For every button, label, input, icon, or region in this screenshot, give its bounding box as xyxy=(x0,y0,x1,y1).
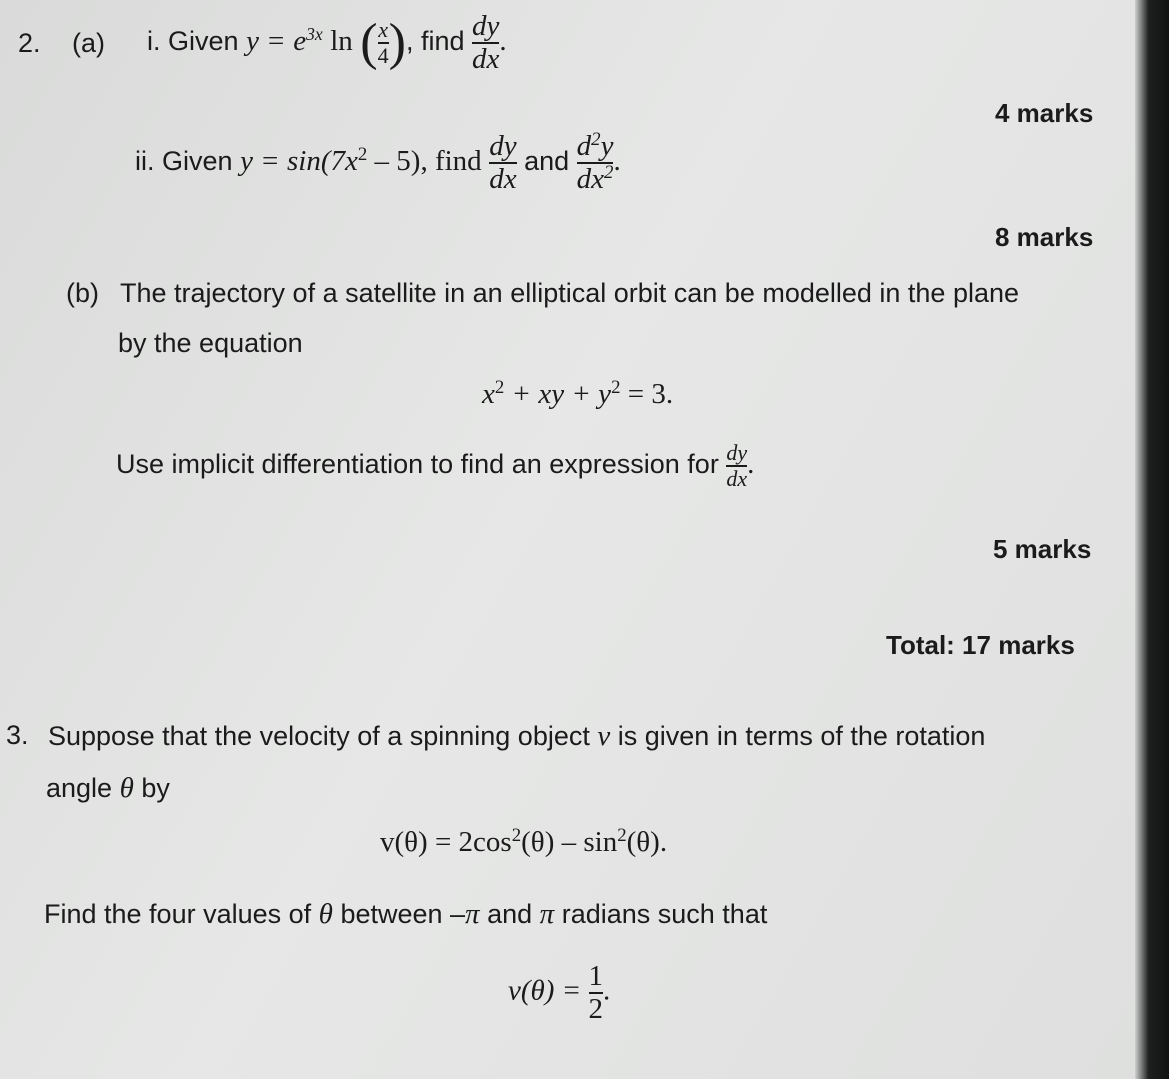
q2-a-ii-marks: 8 marks xyxy=(995,222,1094,252)
eq-x: x xyxy=(482,378,495,410)
part-b-text-line-2: by the equation xyxy=(118,328,303,358)
part-b-instruction xyxy=(116,442,754,490)
period: . xyxy=(603,974,611,1007)
theta-symbol: θ xyxy=(119,772,134,804)
eq-sup: 2 xyxy=(511,824,522,846)
derivative-denominator: dx xyxy=(726,466,748,491)
paren-right: ) xyxy=(388,14,406,71)
ellipse-equation xyxy=(482,376,674,410)
order-superscript: 2 xyxy=(591,128,601,150)
q3-text-b: is given in terms of the rotation xyxy=(617,721,986,751)
q2-a-ii-second-derivative xyxy=(576,128,614,195)
derivative-denominator: dx xyxy=(489,163,517,195)
and-word: and xyxy=(487,899,533,929)
derivative-numerator: dy xyxy=(726,440,748,465)
part-b-derivative xyxy=(726,442,747,490)
part-b-text-line-1: The trajectory of a satellite in an elliptical orbit can be modelled in the plane xyxy=(120,278,1020,308)
q3-text-line-1 xyxy=(48,722,985,751)
eq-part-b: (θ) – sin xyxy=(521,826,618,858)
between-text: between – xyxy=(340,899,466,929)
eq-sup: 2 xyxy=(617,824,627,846)
angle-word: angle xyxy=(46,773,113,803)
fraction-denominator: 2 xyxy=(588,993,604,1025)
q2-a-ii-square: 2 xyxy=(357,143,368,165)
q3-text-a: Suppose that the velocity of a spinning object xyxy=(48,721,590,751)
eq-end: = 3. xyxy=(620,378,674,410)
q2-a-i-marks: 4 marks xyxy=(995,98,1094,128)
q2-a-i-find: , find xyxy=(405,26,465,57)
theta-symbol: θ xyxy=(318,898,333,930)
q2-a-i-exponent: 3x xyxy=(306,24,323,45)
period: . xyxy=(499,25,507,58)
d-symbol: d xyxy=(576,130,592,162)
velocity-equation xyxy=(380,824,668,858)
part-b-label: (b) xyxy=(66,278,99,308)
order-superscript: 2 xyxy=(604,161,614,183)
and-word: and xyxy=(524,146,570,177)
q2-a-ii-expression: y = sin(7x xyxy=(240,145,358,178)
page-edge-shadow xyxy=(1135,0,1169,1079)
question-2-number: 2. xyxy=(18,28,41,58)
by-word: by xyxy=(141,773,170,803)
paren-left: ( xyxy=(360,14,378,71)
part-a-label: (a) xyxy=(72,28,105,58)
eq-sup: 2 xyxy=(494,376,505,398)
eq-part-c: (θ). xyxy=(626,826,668,858)
q2-a-ii-expression-end: – 5), find xyxy=(367,145,482,178)
q2-a-i-ln: ln xyxy=(330,25,353,58)
condition-lhs: v(θ) = xyxy=(508,974,582,1007)
eq-sup: 2 xyxy=(611,376,621,398)
q2-a-ii-label: ii. Given xyxy=(135,146,233,177)
question-3-number: 3. xyxy=(6,720,29,750)
derivative-denominator: dx xyxy=(472,43,500,75)
q3-text-line-2 xyxy=(46,774,170,803)
radians-text: radians such that xyxy=(561,899,768,929)
derivative-numerator: dy xyxy=(489,130,517,162)
q2-total-marks: Total: 17 marks xyxy=(886,630,1075,660)
period: . xyxy=(613,145,621,178)
fraction-denominator: 4 xyxy=(377,43,389,68)
q2-a-i-derivative xyxy=(472,12,499,74)
fraction-numerator: x xyxy=(378,17,388,42)
pi-symbol: π xyxy=(465,898,480,930)
q2-a-ii-statement xyxy=(135,128,621,195)
q2-a-i-label: i. Given xyxy=(147,26,239,57)
q2-a-i-statement xyxy=(147,12,507,74)
q2-a-ii-first-derivative xyxy=(489,132,516,194)
one-half-fraction xyxy=(589,962,604,1024)
dx-symbol: dx xyxy=(576,163,605,195)
eq-part-a: v(θ) = 2cos xyxy=(380,826,512,858)
find-text: Find the four values of xyxy=(44,899,312,929)
q2-a-i-fraction xyxy=(378,19,389,67)
fraction-numerator: 1 xyxy=(588,960,604,992)
q3-find-line xyxy=(44,900,767,929)
part-b-marks: 5 marks xyxy=(993,534,1092,564)
y-symbol: y xyxy=(600,130,614,162)
q2-a-i-base: e xyxy=(293,25,307,58)
pi-symbol: π xyxy=(539,898,555,930)
eq-middle: + xy + y xyxy=(504,378,612,410)
q2-a-i-lhs: y = xyxy=(246,25,286,58)
period: . xyxy=(747,448,755,481)
condition-equation xyxy=(508,962,610,1024)
v-symbol: v xyxy=(597,720,611,752)
derivative-numerator: dy xyxy=(472,10,500,42)
instruction-text: Use implicit differentiation to find an expression for xyxy=(116,449,719,480)
